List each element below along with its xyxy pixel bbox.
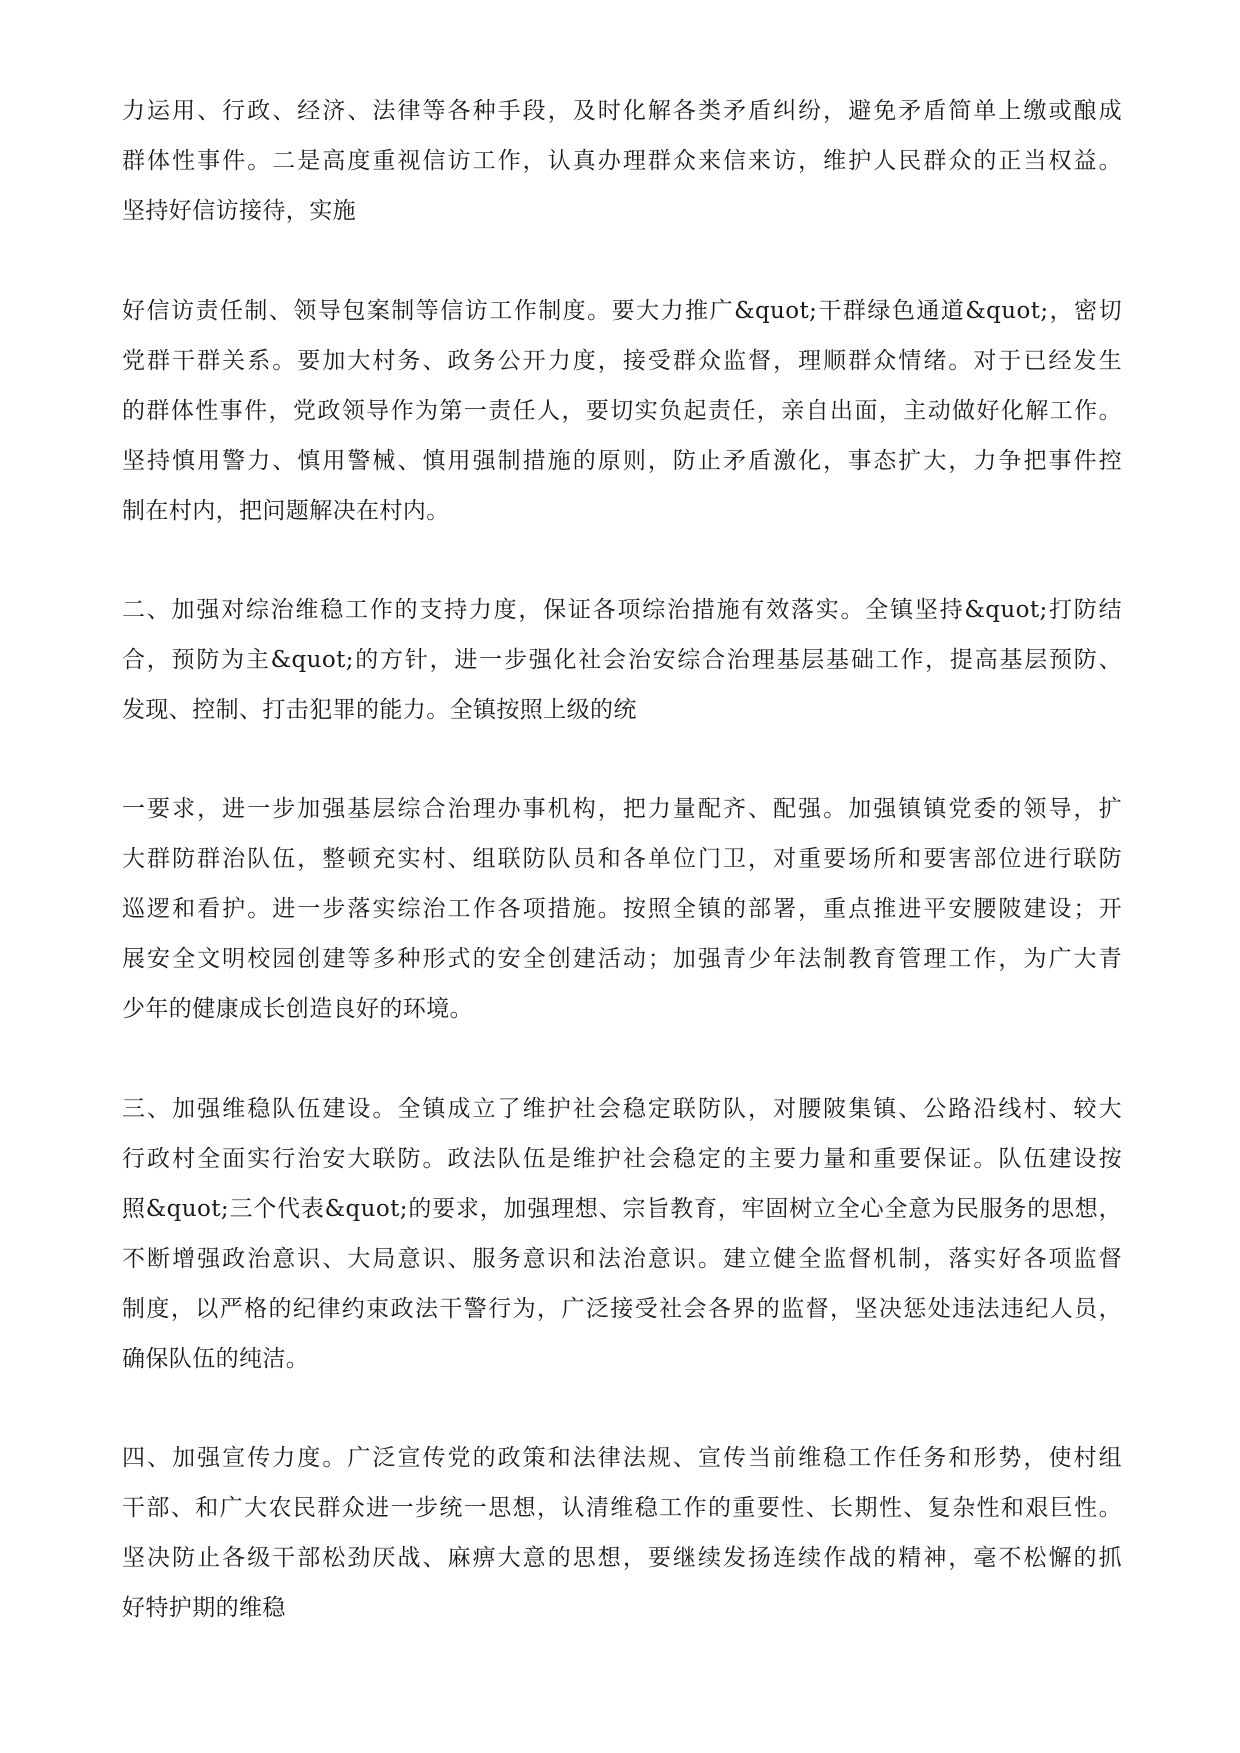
paragraph-line: 三、加强维稳队伍建设。全镇成立了维护社会稳定联防队，对腰陂集镇、公路沿线村、较大 — [122, 1096, 1122, 1122]
paragraph-line: 展安全文明校园创建等多种形式的安全创建活动；加强青少年法制教育管理工作，为广大青 — [122, 946, 1122, 972]
paragraph-4 — [122, 784, 1122, 1034]
paragraph-line: 坚持慎用警力、慎用警械、慎用强制措施的原则，防止矛盾激化，事态扩大，力争把事件控 — [122, 448, 1122, 474]
paragraph-line: 好信访责任制、领导包案制等信访工作制度。要大力推广&quot;干群绿色通道&quot;，密切 — [122, 298, 1122, 324]
paragraph-5 — [122, 1084, 1122, 1384]
paragraph-line: 群体性事件。二是高度重视信访工作，认真办理群众来信来访，维护人民群众的正当权益。 — [122, 148, 1122, 174]
paragraph-line: 党群干群关系。要加大村务、政务公开力度，接受群众监督，理顺群众情绪。对于已经发生 — [122, 348, 1122, 374]
paragraph-2 — [122, 286, 1122, 536]
paragraph-line: 发现、控制、打击犯罪的能力。全镇按照上级的统 — [122, 697, 637, 723]
paragraph-line: 合，预防为主&quot;的方针，进一步强化社会治安综合治理基层基础工作，提高基层预防、 — [122, 647, 1122, 673]
paragraph-line: 力运用、行政、经济、法律等各种手段，及时化解各类矛盾纠纷，避免矛盾简单上缴或酿成 — [122, 98, 1122, 124]
paragraph-line: 干部、和广大农民群众进一步统一思想，认清维稳工作的重要性、长期性、复杂性和艰巨性。 — [122, 1495, 1122, 1521]
paragraph-line: 大群防群治队伍，整顿充实村、组联防队员和各单位门卫，对重要场所和要害部位进行联防 — [122, 846, 1122, 872]
paragraph-line: 照&quot;三个代表&quot;的要求，加强理想、宗旨教育，牢固树立全心全意为民服务的思想， — [122, 1196, 1122, 1222]
paragraph-line: 少年的健康成长创造良好的环境。 — [122, 996, 473, 1022]
paragraph-line: 不断增强政治意识、大局意识、服务意识和法治意识。建立健全监督机制，落实好各项监督 — [122, 1246, 1122, 1272]
paragraph-line: 确保队伍的纯洁。 — [122, 1346, 310, 1372]
paragraph-line: 制在村内，把问题解决在村内。 — [122, 498, 450, 524]
paragraph-line: 坚决防止各级干部松劲厌战、麻痹大意的思想，要继续发扬连续作战的精神，毫不松懈的抓 — [122, 1545, 1122, 1571]
paragraph-line: 二、加强对综治维稳工作的支持力度，保证各项综治措施有效落实。全镇坚持&quot;打防结 — [122, 597, 1122, 623]
paragraph-line: 制度，以严格的纪律约束政法干警行为，广泛接受社会各界的监督，坚决惩处违法违纪人员， — [122, 1296, 1122, 1322]
paragraph-line: 一要求，进一步加强基层综合治理办事机构，把力量配齐、配强。加强镇镇党委的领导，扩 — [122, 796, 1122, 822]
paragraph-line: 好特护期的维稳 — [122, 1595, 286, 1621]
paragraph-line: 四、加强宣传力度。广泛宣传党的政策和法律法规、宣传当前维稳工作任务和形势，使村组 — [122, 1445, 1122, 1471]
paragraph-line: 的群体性事件，党政领导作为第一责任人，要切实负起责任，亲自出面，主动做好化解工作。 — [122, 398, 1122, 424]
paragraph-line: 坚持好信访接待，实施 — [122, 198, 356, 224]
paragraph-3 — [122, 585, 1122, 735]
paragraph-line: 行政村全面实行治安大联防。政法队伍是维护社会稳定的主要力量和重要保证。队伍建设按 — [122, 1146, 1122, 1172]
paragraph-1 — [122, 86, 1122, 236]
paragraph-6 — [122, 1433, 1122, 1633]
paragraph-line: 巡逻和看护。进一步落实综治工作各项措施。按照全镇的部署，重点推进平安腰陂建设；开 — [122, 896, 1122, 922]
